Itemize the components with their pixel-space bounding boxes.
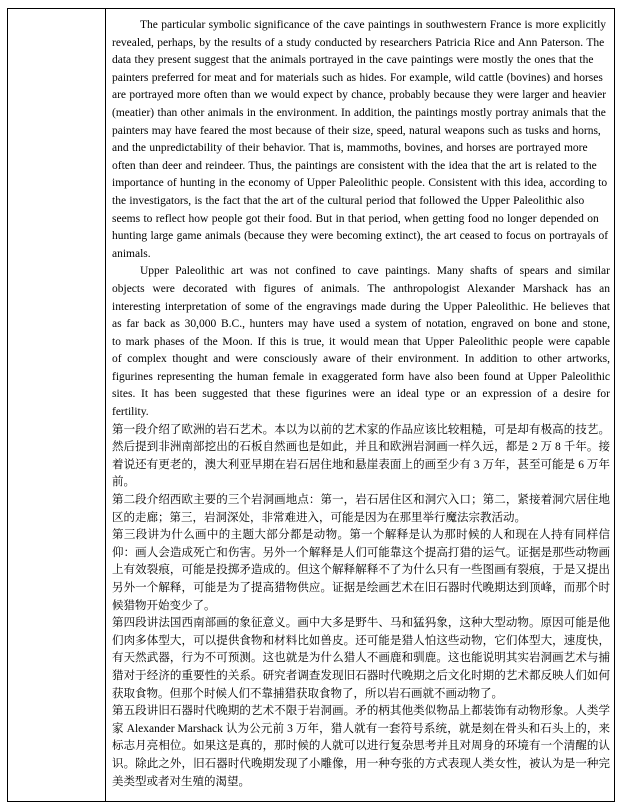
- chinese-summary-paragraph-1: 第一段介绍了欧洲的岩石艺术。本以为以前的艺术家的作品应该比较粗糙，可是却有极高的技艺。然后提到非洲南部挖出的石板自然画也是如此，并且和欧洲岩洞画一样久远，都是 2 万 8 千年。接着说还有更老的，澳大利亚早期在岩石居住地和悬崖表面上的画至少有 3 万年，甚至可能是 6 万年前。: [112, 423, 610, 489]
- chinese-summary-paragraph-3: 第三段讲为什么画中的主题大部分都是动物。第一个解释是认为那时候的人和现在人持有同样信仰：画人会造成死亡和伤害。另外一个解释是人们可能靠这个提高打猎的运气。证据是那些动物画上有效裂痕，可能是投掷矛造成的。但这个解释解释不了为什么只有一些图画有裂痕，于是又提出另外一个解释，可能是为了提高猎物供应。证据是绘画艺术在旧石器时代晚期达到顶峰，而那个时候猎物开始变少了。: [112, 529, 610, 612]
- passage-cell: [106, 9, 614, 801]
- chinese-summary-paragraph-5: 第五段讲旧石器时代晚期的艺术不限于岩洞画。矛的柄其他类似物品上都装饰有动物形象。人类学家 Alexander Marshack 认为公元前 3 万年，猎人就有一套符号系统，就是刻在骨头和石头上的，来标志月亮相位。如果这是真的，那时候的人就可以进行复杂思考并且对周身的环境有一个清醒的认识。除此之外，旧石器时代晚期发现了小雕像，用一种夸张的方式表现人类女性，被认为是一种完美类型或者对生殖的渴望。: [112, 705, 610, 788]
- chinese-summary-paragraph-2: 第二段介绍西欧主要的三个岩洞画地点：第一，岩石居住区和洞穴入口；第二，紧接着洞穴居住地区的走廊；第三，岩洞深处，非常难进入，可能是因为在那里举行魔法宗教活动。: [112, 494, 610, 524]
- chinese-summary-paragraph-4: 第四段讲法国西南部画的象征意义。画中大多是野牛、马和猛犸象，这种大型动物。原因可能是他们肉多体型大，可以提供食物和材料比如兽皮。还可能是猎人怕这些动物，它们体型大，速度快，有天然武器，行为不可预测。这也就是为什么猎人不画鹿和驯鹿。这也能说明其实岩洞画艺术与捕猎对于经济的重要性的关系。研究者调查发现旧石器时代晚期之后文化时期的艺术都反映人们如何获取食物。但那个时候人们不靠捕猎获取食物了，所以岩石画就不画动物了。: [112, 617, 610, 700]
- english-paragraph-1: The particular symbolic significance of the cave paintings in southwestern France is more explicitly revealed, perhaps, by the results of a study conducted by researchers Patricia Rice and Ann Paterson. The data they present suggest that the animals portrayed in the cave paintings were mostly the ones that the painters preferred for meat and for materials such as hides. For example, wild cattle (bovines) and horses are portrayed more often than we would expect by chance, probably because they were larger and heavier (meatier) than other animals in the environment. In addition, the paintings mostly portray animals that the painters may have feared the most because of their size, speed, natural weapons such as tusks and horns, and the unpredictability of their behavior. That is, mammoths, bovines, and horses are portrayed more often than deer and reindeer. Thus, the paintings are consistent with the idea that the art is related to the importance of hunting in the economy of Upper Paleolithic people. Consistent with this idea, according to the investigators, is the fact that the art of the cultural period that followed the Upper Paleolithic also seems to reflect how people got their food. But in that period, when getting food no longer depended on hunting large game animals (because they were becoming extinct), the art ceased to focus on portrayals of animals.: [112, 19, 609, 260]
- english-paragraph-2: Upper Paleolithic art was not confined to cave paintings. Many shafts of spears and similar objects were decorated with figures of animals. The anthropologist Alexander Marshack has an interesting interpretation of some of the engravings made during the Upper Paleolithic. He believes that as far back as 30,000 B.C., hunters may have used a system of notation, engraved on bone and stone, to mark phases of the Moon. If this is true, it would mean that Upper Paleolithic people were capable of complex thought and were consciously aware of their environment. In addition to other artworks, figurines representing the human female in exaggerated form have also been found at Upper Paleolithic sites. It has been suggested that these figurines were an ideal type or an expression of a desire for fertility.: [112, 265, 610, 419]
- annotation-cell: [8, 9, 106, 801]
- passage-table: [7, 8, 615, 802]
